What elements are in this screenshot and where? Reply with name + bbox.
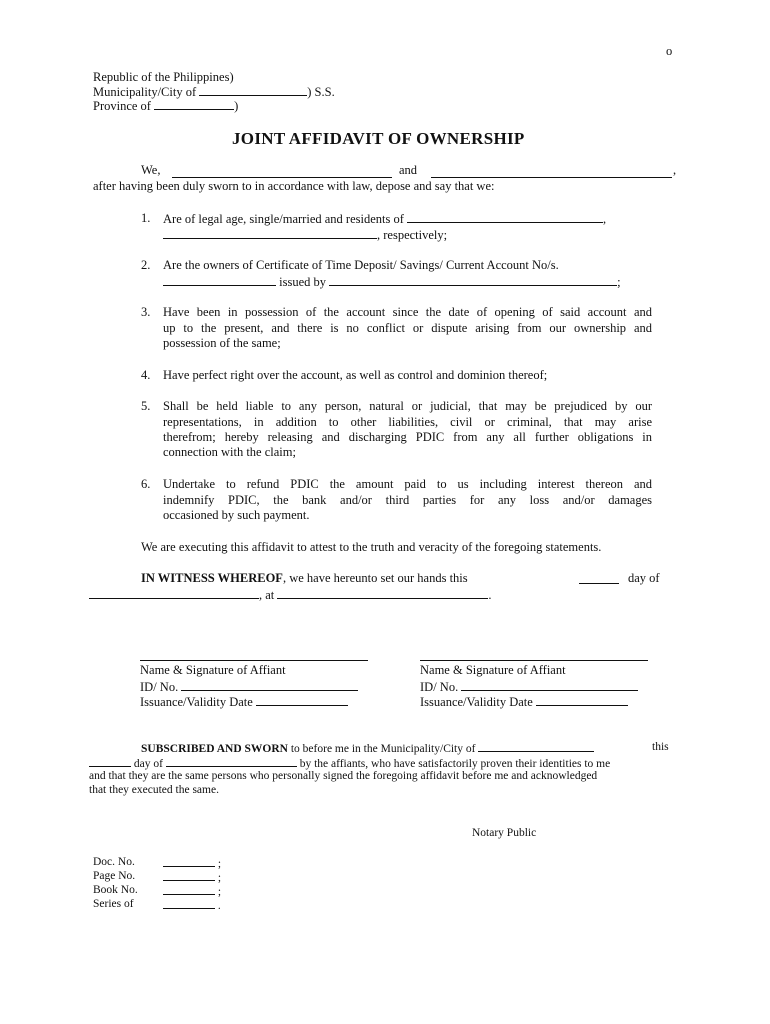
item-6-line: Undertake to refund PDIC the amount paid to us including interest thereon and [163, 477, 652, 491]
docket-row: ; [163, 855, 221, 872]
notary-public-label: Notary Public [472, 827, 537, 839]
jurat-month-blank[interactable] [166, 755, 297, 767]
affiant-id-row: ID/ No. [420, 679, 638, 695]
item-number: 2. [141, 258, 151, 272]
witness-clause: IN WITNESS WHEREOF, we have hereunto set our hands this [141, 571, 468, 585]
affiant-id-blank[interactable] [181, 679, 358, 691]
docket-label: Page No. [93, 870, 136, 882]
witness-place-blank[interactable] [277, 587, 488, 599]
jurat-line1: SUBSCRIBED AND SWORN to before me in the Municipality/City of [141, 740, 594, 757]
docket-label: Book No. [93, 884, 138, 896]
document-title: JOINT AFFIDAVIT OF OWNERSHIP [232, 129, 525, 148]
docket-row: ; [163, 869, 221, 886]
residence-blank-2[interactable] [163, 227, 377, 239]
jurat-line2: day of by the affiants, who have satisfactorily proven their identities to me [89, 755, 610, 772]
affiant-id-blank[interactable] [461, 679, 638, 691]
item-number: 4. [141, 368, 151, 382]
affiant-name-label: Name & Signature of Affiant [420, 663, 566, 677]
item-5-line: therefrom; hereby releasing and discharging PDIC from any all further obligations in [163, 430, 652, 444]
caption-municipality: Municipality/City of ) S.S. [93, 85, 335, 99]
intro-and: and [399, 163, 418, 177]
docket-label: Doc. No. [93, 856, 135, 868]
item-3-line: possession of the same; [163, 336, 281, 350]
docket-blank[interactable] [163, 897, 215, 909]
item-1-text: Are of legal age, single/married and residents of , [163, 212, 607, 226]
affiant-signature-line[interactable] [140, 660, 368, 661]
item-1-line2: , respectively; [163, 227, 447, 243]
affiant-date-blank[interactable] [256, 694, 348, 706]
item-number: 1. [141, 211, 151, 225]
item-6-line: occasioned by such payment. [163, 508, 310, 522]
intro-we: We, [141, 163, 161, 177]
item-5-line: Shall be held liable to any person, natural or judicial, that may be prejudiced by our [163, 399, 652, 413]
account-no-blank[interactable] [163, 274, 276, 286]
item-number: 3. [141, 305, 151, 319]
municipality-blank[interactable] [199, 84, 307, 96]
item-number: 5. [141, 399, 151, 413]
witness-month-blank[interactable] [89, 587, 259, 599]
witness-line2: , at . [89, 587, 492, 603]
item-2-line2: issued by ; [163, 274, 621, 290]
intro-comma: , [673, 163, 677, 177]
docket-row: . [163, 897, 221, 914]
caption-republic: Republic of the Philippines) [93, 70, 234, 84]
jurat-line3: and that they are the same persons who personally signed the foregoing affidavit before me and acknowledged [89, 770, 598, 782]
item-3-line: Have been in possession of the account since the date of opening of said account and [163, 305, 652, 319]
affiant-date-blank[interactable] [536, 694, 628, 706]
page-mark: o [666, 44, 673, 58]
docket-row: ; [163, 883, 221, 900]
affiant-signature-line[interactable] [420, 660, 648, 661]
witness-day-blank[interactable] [579, 583, 619, 584]
item-3-line: up to the present, and there is no conflict or dispute arising from our ownership and [163, 321, 652, 335]
issuer-blank[interactable] [329, 274, 617, 286]
docket-blank[interactable] [163, 869, 215, 881]
docket-label: Series of [93, 898, 134, 910]
affiant-name-label: Name & Signature of Affiant [140, 663, 286, 677]
affiant-date-row: Issuance/Validity Date [140, 694, 348, 710]
item-5-line: representations, in addition to other liabilities, civil or criminal, that may arise [163, 415, 652, 429]
residence-blank-1[interactable] [407, 211, 603, 223]
affiant2-name-blank[interactable] [431, 177, 672, 178]
item-6-line: indemnify PDIC, the bank and/or third parties for any loss and/or damages [163, 493, 652, 507]
item-2-text: Are the owners of Certificate of Time Deposit/ Savings/ Current Account No/s. [163, 258, 559, 272]
province-blank[interactable] [154, 98, 234, 110]
item-4-line: Have perfect right over the account, as well as control and dominion thereof; [163, 368, 548, 382]
jurat-line4: that they executed the same. [89, 784, 219, 796]
jurat-this: this [652, 741, 669, 753]
caption-province: Province of ) [93, 99, 239, 113]
executing-statement: We are executing this affidavit to attest to the truth and veracity of the foregoing statements. [141, 540, 602, 554]
item-5-line: connection with the claim; [163, 445, 296, 459]
affiant1-name-blank[interactable] [172, 177, 392, 178]
docket-blank[interactable] [163, 883, 215, 895]
jurat-day-blank[interactable] [89, 755, 131, 767]
docket-blank[interactable] [163, 855, 215, 867]
affiant-date-row: Issuance/Validity Date [420, 694, 628, 710]
jurat-city-blank[interactable] [478, 740, 594, 752]
item-number: 6. [141, 477, 151, 491]
intro-text: after having been duly sworn to in accordance with law, depose and say that we: [93, 179, 495, 193]
affiant-id-row: ID/ No. [140, 679, 358, 695]
witness-day-of: day of [628, 571, 660, 585]
